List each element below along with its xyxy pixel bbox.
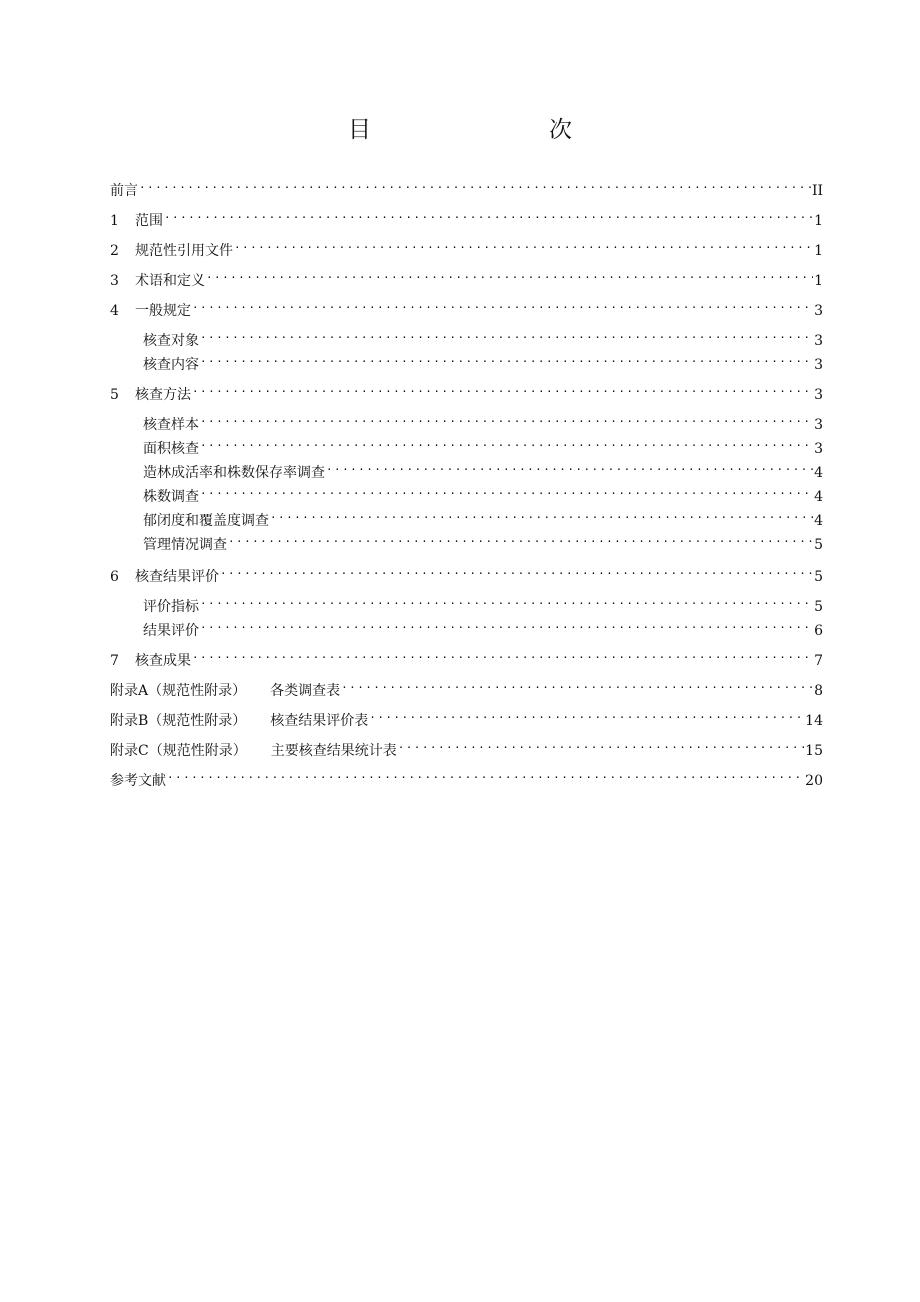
toc-page-number: 1	[814, 243, 823, 259]
annex-label: 附录C（规范性附录）	[110, 743, 247, 759]
dot-leader	[164, 205, 813, 225]
toc-entry-4[interactable]	[110, 295, 823, 319]
toc-entry-text: 核查样本	[143, 417, 199, 433]
toc-page-number: 1	[814, 273, 823, 289]
toc-subentry[interactable]	[143, 457, 823, 481]
toc-entry-text: 核查成果	[135, 653, 191, 669]
dot-leader	[192, 645, 813, 665]
toc-entry-annex-a[interactable]	[110, 675, 823, 699]
toc-page-number: II	[811, 183, 823, 199]
toc-entry-1[interactable]	[110, 205, 823, 229]
toc-entry-text: 面积核查	[143, 441, 199, 457]
toc-subentry[interactable]	[143, 433, 823, 457]
toc-entry-text: 规范性引用文件	[135, 243, 233, 259]
annex-label: 附录A（规范性附录）	[110, 683, 247, 699]
toc-entry-3[interactable]	[110, 265, 823, 289]
dot-leader	[228, 529, 813, 549]
toc-page-number: 1	[814, 213, 823, 229]
toc-subentry[interactable]	[143, 325, 823, 349]
toc-subentry[interactable]	[143, 505, 823, 529]
toc-page-number: 7	[814, 653, 823, 669]
annex-label: 附录B（规范性附录）	[110, 713, 247, 729]
toc-entry-text: 参考文献	[110, 773, 166, 789]
toc-subentry[interactable]	[143, 409, 823, 433]
section-number: 5	[110, 387, 119, 403]
section-number: 6	[110, 569, 119, 585]
dot-leader	[206, 265, 813, 285]
section-number: 1	[110, 213, 119, 229]
dot-leader	[167, 765, 804, 785]
dot-leader	[341, 675, 813, 695]
dot-leader	[326, 457, 813, 477]
toc-entry-annex-c[interactable]	[110, 735, 823, 759]
toc-entry-text: 核查对象	[143, 333, 199, 349]
toc-entry-text: 管理情况调查	[143, 537, 227, 553]
toc-entry-6[interactable]	[110, 561, 823, 585]
toc-entry-text: 株数调查	[143, 489, 199, 505]
toc-entry-7[interactable]	[110, 645, 823, 669]
dot-leader	[398, 735, 804, 755]
toc-entry-text: 评价指标	[143, 599, 199, 615]
toc-entry-text: 结果评价	[143, 623, 199, 639]
toc-page-number: 14	[805, 713, 823, 729]
toc-page-number: 3	[814, 441, 823, 457]
toc-subentry[interactable]	[143, 481, 823, 505]
dot-leader	[270, 505, 813, 525]
dot-leader	[200, 409, 813, 429]
annex-title: 主要核查结果统计表	[270, 743, 397, 759]
dot-leader	[220, 561, 813, 581]
toc-page-number: 4	[814, 513, 823, 529]
dot-leader	[200, 325, 813, 345]
toc-entry-text: 一般规定	[135, 303, 191, 319]
toc-page-number: 15	[805, 743, 823, 759]
toc-page-number: 3	[814, 303, 823, 319]
toc-entry-text: 核查结果评价	[135, 569, 219, 585]
dot-leader	[200, 591, 813, 611]
toc-page-number: 3	[814, 357, 823, 373]
toc-page-number: 3	[814, 333, 823, 349]
dot-leader	[200, 615, 813, 635]
toc-subentry[interactable]	[143, 529, 823, 553]
section-number: 7	[110, 653, 119, 669]
toc-entry-2[interactable]	[110, 235, 823, 259]
dot-leader	[192, 379, 813, 399]
toc-entry-text: 术语和定义	[135, 273, 205, 289]
section-number: 4	[110, 303, 119, 319]
section-number: 2	[110, 243, 119, 259]
toc-page-number: 20	[805, 773, 823, 789]
annex-title: 核查结果评价表	[270, 713, 369, 729]
section-number: 3	[110, 273, 119, 289]
dot-leader	[200, 481, 813, 501]
dot-leader	[192, 295, 813, 315]
page-title: 目 次	[348, 117, 616, 144]
toc-page-number: 3	[814, 417, 823, 433]
dot-leader	[200, 349, 813, 369]
toc-subentry[interactable]	[143, 349, 823, 373]
toc-entry-foreword[interactable]	[110, 175, 823, 199]
toc-page-number: 5	[814, 569, 823, 585]
toc-page-number: 5	[814, 537, 823, 553]
toc-entry-text: 核查方法	[135, 387, 191, 403]
toc-page-number: 5	[814, 599, 823, 615]
toc-entry-annex-b[interactable]	[110, 705, 823, 729]
dot-leader	[369, 705, 804, 725]
toc-subentry[interactable]	[143, 591, 823, 615]
toc-page-number: 8	[814, 683, 823, 699]
toc-subentry[interactable]	[143, 615, 823, 639]
toc-page-number: 4	[814, 489, 823, 505]
toc-page-number: 4	[814, 465, 823, 481]
toc-entry-text: 核查内容	[143, 357, 199, 373]
toc-entry-text: 范围	[135, 213, 163, 229]
toc-entry-text: 前言	[110, 183, 138, 199]
annex-title: 各类调查表	[270, 683, 341, 699]
toc-entry-5[interactable]	[110, 379, 823, 403]
toc-entry-text: 郁闭度和覆盖度调查	[143, 513, 269, 529]
toc-page-number: 6	[814, 623, 823, 639]
dot-leader	[200, 433, 813, 453]
toc-entry-text: 造林成活率和株数保存率调查	[143, 465, 325, 481]
toc-entry-references[interactable]	[110, 765, 823, 789]
dot-leader	[234, 235, 813, 255]
toc-page-number: 3	[814, 387, 823, 403]
dot-leader	[139, 175, 811, 195]
